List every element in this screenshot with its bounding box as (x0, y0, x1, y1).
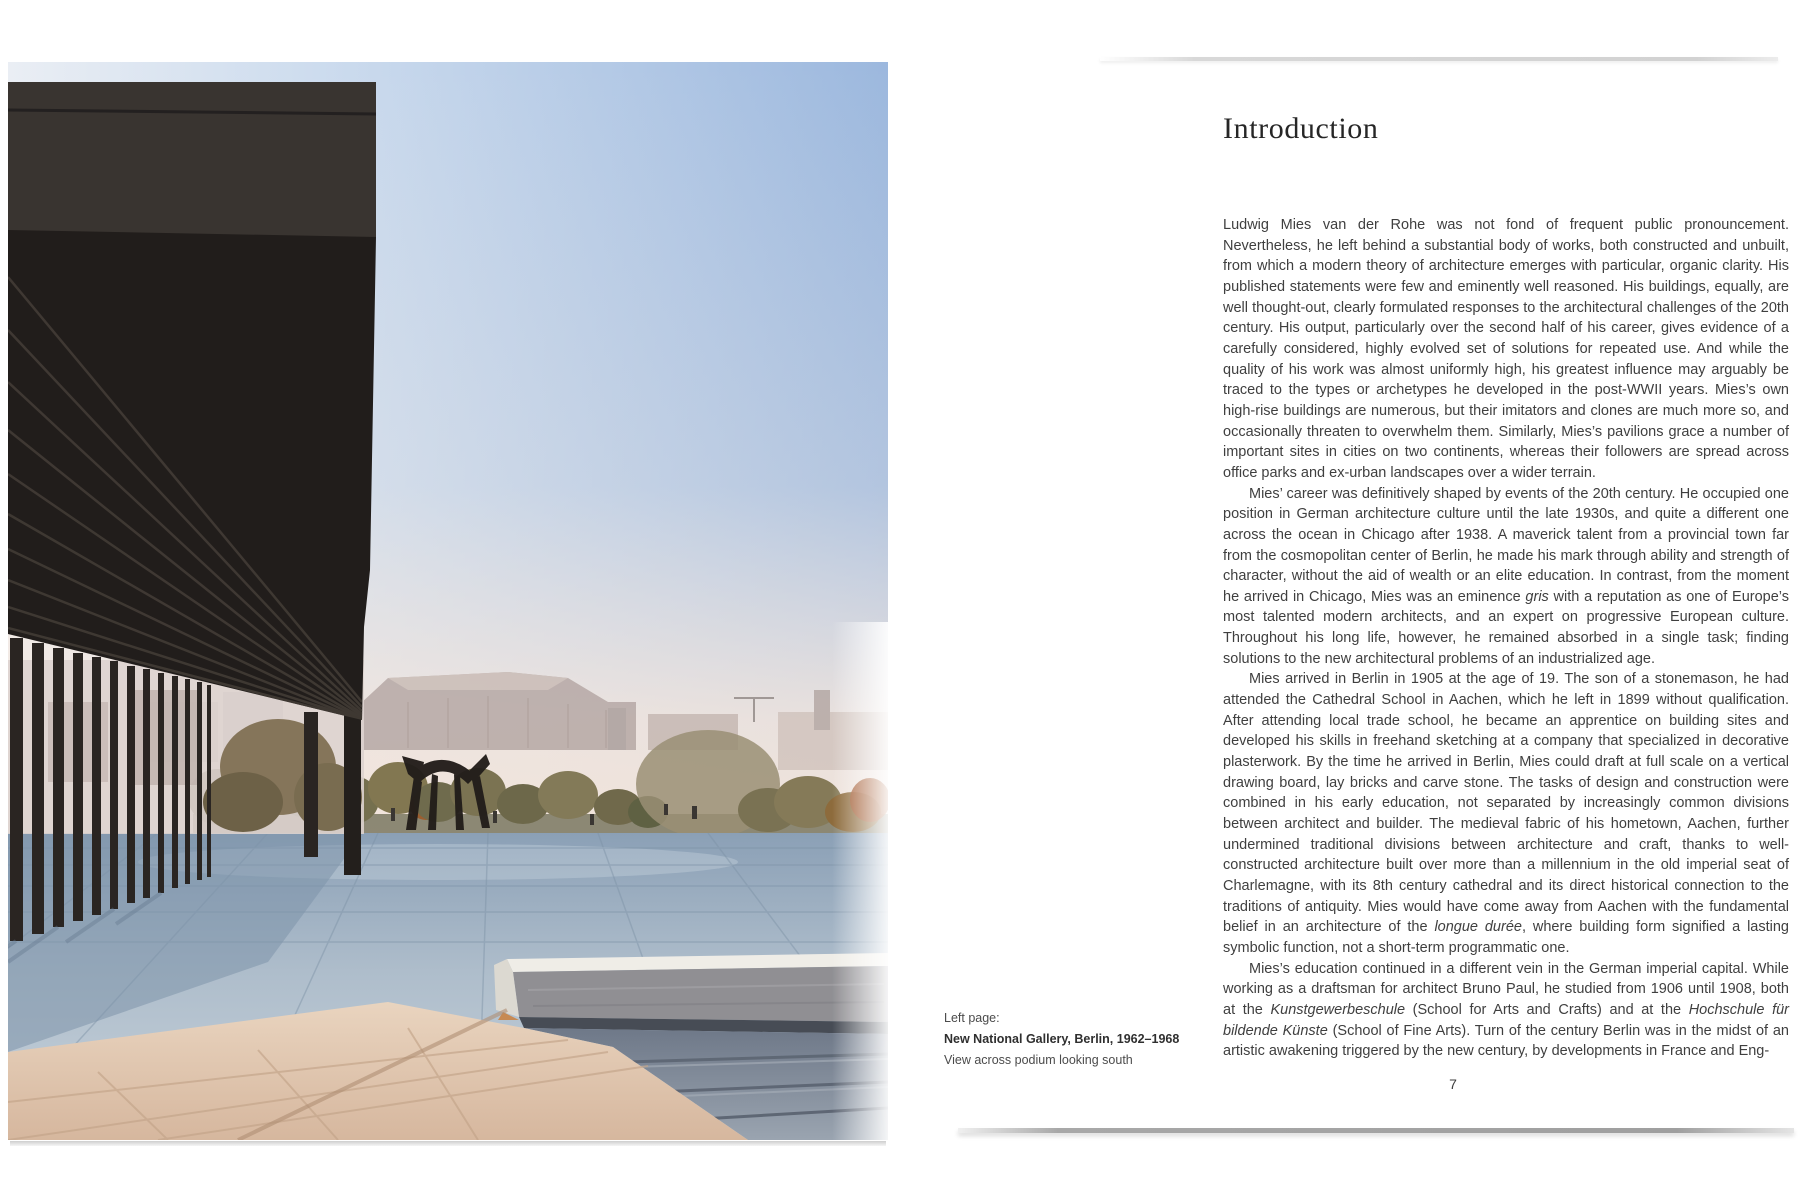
paragraph: Mies arrived in Berlin in 1905 at the age of 19. The son of a stonemason, he had attended the Cathedral School in Aachen, which he left in 1899 without qualification. After attending local trade school, he became an apprentice on building sites and developed his skills in freehand sketching at a company that specialized in decorative plasterwork. By the time he arrived in Berlin, Mies could draft at full scale on a vertical drawing board, lay bricks and carve stone. The tasks of design and construction were combined in his early education, not separated by increasingly common divisions between architect and builder. The medieval fabric of his hometown, Aachen, further undermined traditional divisions between architecture and craft, thanks to well-constructed architecture built over more than a millennium in the old imperial seat of Charlemagne, with its 8th century cathedral and its direct historical connection to the traditions of antiquity. Mies would have come away from Aachen with the fundamental belief in an architecture of the longue durée, where building form signified a lasting symbolic function, not a short-term programmatic one. (1223, 671, 1789, 956)
caption-title: New National Gallery, Berlin, 1962–1968 (944, 1032, 1180, 1046)
left-page-shadow (10, 1141, 886, 1146)
photo-caption (944, 1008, 1214, 1071)
right-page-top-edge (1100, 57, 1778, 61)
left-page (8, 62, 888, 1140)
paragraph: Ludwig Mies van der Rohe was not fond of frequent public pronouncement. Nevertheless, he left behind a substantial body of works, both constructed and unbuilt, from which a modern theory of architecture emerges with particular, organic clarity. His published statements were few and eminently well reasoned. His buildings, equally, are well thought-out, clearly formulated responses to the architectural challenges of the 20th century. His output, particularly over the second half of his career, gives evidence of a carefully considered, highly evolved set of solutions for repeated use. And while the quality of his work was almost uniformly high, his greatest influence may arguably be traced to the types or archetypes he developed in the post-WWII years. Mies’s own high-rise buildings are numerous, but their imitators and clones are much more so, and occasionally threaten to overwhelm them. Similarly, Mies’s pavilions grace a number of important sites in cities on two continents, whereas their followers are spread across office parks and ex-urban landscapes over a wider terrain. (1223, 217, 1789, 481)
page-title: Introduction (1223, 112, 1379, 146)
caption-subtitle: View across podium looking south (944, 1053, 1133, 1067)
page-number: 7 (1449, 1076, 1457, 1092)
caption-label: Left page: (944, 1011, 1000, 1025)
paragraph: Mies’ career was definitively shaped by events of the 20th century. He occupied one position in German architecture culture until the late 1930s, and quite a different one across the ocean in Chicago after 1938. A maverick talent from a provincial town far from the cosmopolitan center of Berlin, he made his mark through ability and strength of character, without the aid of wealth or an elite education. In contrast, from the moment he arrived in Chicago, Mies was an eminence gris with a reputation as one of Europe’s most talented modern architects, and an expert on progressive European culture. Throughout his long life, however, he remained absorbed in a single task; finding solutions to the new architectural problems of an industrialized age. (1223, 485, 1790, 667)
paragraph: Mies’s education continued in a different vein in the German imperial capital. While working as a draftsman for architect Bruno Paul, he studied from 1906 until 1908, both at the Kunstgewerbeschule (School for Arts and Crafts) and at the Hochschule für bildende Künste (School of Fine Arts). Turn of the century Berlin was in the midst of an artistic awakening triggered by the new century, by developments in France and Eng- (1223, 960, 1790, 1060)
gallery-photo (8, 62, 888, 1140)
body-text (1223, 215, 1789, 1062)
gallery-photo-art (8, 62, 888, 1140)
right-page-shadow (958, 1128, 1794, 1133)
